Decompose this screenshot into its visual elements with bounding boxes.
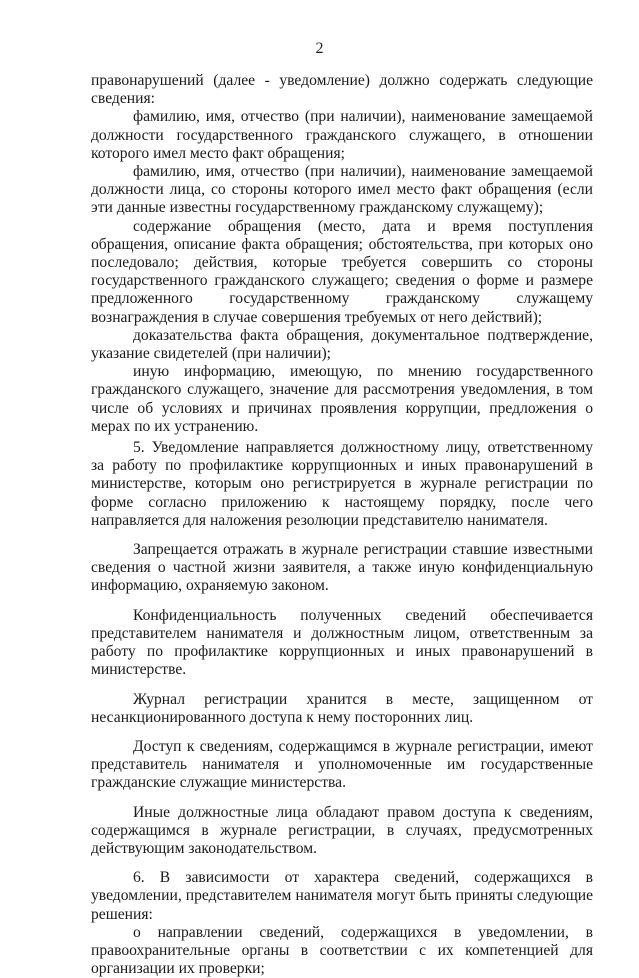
paragraph-clause-6: 6. В зависимости от характера сведений, содержащихся в уведомлении, представителем нанимателя могут быть приняты следующие решения: [91, 869, 593, 923]
paragraph-confidentiality: Конфиденциальность полученных сведений обеспечивается представителем нанимателя и должностным лицом, ответственным за работу по профилактике коррупционных и иных правонарушений в министерстве. [91, 606, 593, 679]
paragraph-appeal-content: содержание обращения (место, дата и время поступления обращения, описание факта обращения; обстоятельства, при которых оно последовало; действия, которые требуется совершить со стороны государственного гражданского служащего; сведения о форме и размере предложенного государственному гражданскому служащему вознаграждения в случае совершения требуемых от него действий); [91, 217, 593, 326]
paragraph-prohibition: Запрещается отражать в журнале регистрации ставшие известными сведения о частной жизни заявителя, а также иную конфиденциальную информацию, охраняемую законом. [91, 541, 593, 595]
paragraph-clause-5: 5. Уведомление направляется должностному лицу, ответственному за работу по профилактике коррупционных и иных правонарушений в министерстве, которым оно регистрируется в журнале регистрации по форме согласно приложению к настоящему порядку, после чего направляется для наложения резолюции представителю нанимателя. [91, 439, 593, 529]
paragraph-notification-contents: правонарушений (далее - уведомление) должно содержать следующие сведения: [91, 72, 593, 108]
page-number: 2 [315, 40, 324, 57]
paragraph-servant-name: фамилию, имя, отчество (при наличии), наименование замещаемой должности государственного гражданского служащего, в отношении которого имел место факт обращения; [91, 108, 593, 162]
paragraph-appealing-person-name: фамилию, имя, отчество (при наличии), наименование замещаемой должности лица, со стороны которого имел место факт обращения (если эти данные известны государственному гражданскому служащему); [91, 163, 593, 217]
paragraph-other-information: иную информацию, имеющую, по мнению государственного гражданского служащего, значение для рассмотрения уведомления, в том числе об условиях и причинах проявления коррупции, предложения о мерах по их устранению. [91, 363, 593, 435]
paragraph-evidence: доказательства факта обращения, документальное подтверждение, указание свидетелей (при наличии); [91, 326, 593, 363]
paragraph-journal-access: Доступ к сведениям, содержащимся в журнале регистрации, имеют представитель нанимателя и уполномоченные им государственные гражданские служащие министерства. [91, 737, 593, 792]
paragraph-other-officials: Иные должностные лица обладают правом доступа к сведениям, содержащимся в журнале регистрации, в случаях, предусмотренных действующим законодательством. [91, 803, 593, 857]
document-body [91, 72, 593, 978]
paragraph-journal-storage: Журнал регистрации хранится в месте, защищенном от несанкционированного доступа к нему посторонних лиц. [91, 690, 593, 726]
paragraph-law-enforcement: о направлении сведений, содержащихся в уведомлении, в правоохранительные органы в соответствии с их компетенцией для организации их проверки; [91, 923, 593, 978]
